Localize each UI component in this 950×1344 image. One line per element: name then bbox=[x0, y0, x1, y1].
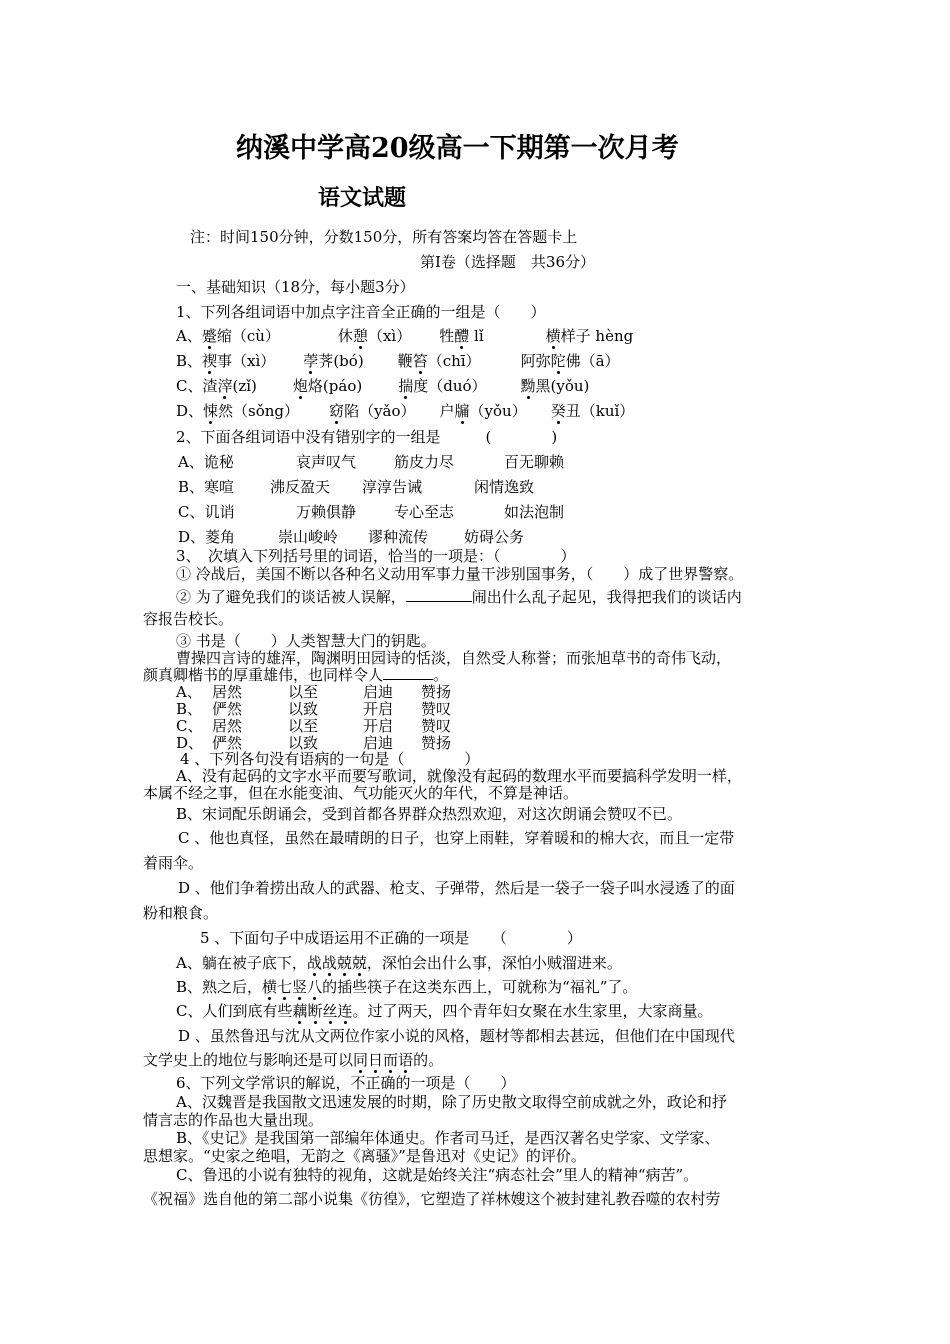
option-text: 荠(bó) bbox=[318, 352, 364, 370]
option-text: 户 bbox=[439, 402, 455, 420]
option-text: 然（sǒng） bbox=[218, 402, 300, 420]
option-text: 以致 bbox=[288, 734, 319, 752]
q4-option-d[interactable]: D 、他们争着捞出敌人的武器、枪支、子弹带，然后是一袋子一袋子叫水浸透了的面 bbox=[178, 879, 735, 897]
dotted-char: 兢 bbox=[351, 954, 367, 972]
q2-option-c[interactable] bbox=[178, 503, 564, 521]
option-text: 度（duó） bbox=[413, 377, 487, 395]
q4-option-a[interactable]: A、没有起码的文字水平而要写歌词，就像没有起码的数理水平而要搞科学发明一样， bbox=[176, 767, 742, 785]
dotted-char: 炮 bbox=[292, 377, 308, 395]
option-text: 赞扬 bbox=[421, 734, 452, 752]
dotted-char: 癸 bbox=[550, 402, 566, 420]
option-text: 的。 bbox=[413, 1051, 444, 1069]
dotted-char: 陀 bbox=[550, 352, 566, 370]
q6-option-c[interactable]: C、鲁迅的小说有独特的视角，这就是始终关注“病态社会”里人的精神“病苦”。 bbox=[176, 1166, 699, 1184]
option-text: 以至 bbox=[288, 717, 319, 735]
option-label: D、 bbox=[176, 734, 204, 752]
dotted-char: 悚 bbox=[203, 402, 219, 420]
dotted-char: 同 bbox=[353, 1051, 369, 1069]
option-text: (zǐ) bbox=[232, 377, 257, 395]
q2-option-a[interactable] bbox=[178, 453, 564, 471]
q3-option-a[interactable] bbox=[176, 683, 451, 701]
option-text: 缩（cù） bbox=[216, 327, 280, 345]
option-text: 闲情逸致 bbox=[474, 478, 535, 496]
option-text: A、诡秘 bbox=[178, 453, 234, 471]
q3-sentence-1: ① 冷战后，美国不断以各种名义动用军事力量干涉别国事务，（ ）成了世界警察。 bbox=[176, 565, 744, 583]
option-text: ，深怕会出什么事，深怕小贼溜进来。 bbox=[366, 954, 622, 972]
dotted-char: 八 bbox=[307, 978, 323, 996]
option-text: 崇山峻岭 bbox=[278, 528, 339, 546]
dotted-char: 揣 bbox=[398, 377, 414, 395]
part-heading: 一、基础知识（18分，每小题3分） bbox=[176, 278, 415, 296]
q5-option-b[interactable] bbox=[176, 978, 637, 996]
q4-stem: 4 、下列各句没有语病的一句是（ ） bbox=[180, 750, 480, 768]
q1-option-b[interactable] bbox=[176, 352, 620, 370]
option-text: 牲 bbox=[439, 327, 455, 345]
option-text: 赞叹 bbox=[421, 717, 452, 735]
option-text: 如法泡制 bbox=[504, 503, 565, 521]
q4-option-a-cont: 本属不经之事，但在水能变油、气功能灭火的年代，不算是神话。 bbox=[143, 784, 579, 802]
option-text: 的插些筷子在这类东西上，可就称为“福礼”了。 bbox=[322, 978, 638, 996]
exam-subtitle: 语文试题 bbox=[318, 185, 407, 211]
q6-option-b[interactable]: B、《史记》是我国第一部编年体通史。作者司马迁，是西汉著名史学家、文学家、 bbox=[176, 1129, 720, 1147]
option-text: A、躺在被子底下， bbox=[176, 954, 307, 972]
dotted-char: 黝 bbox=[520, 377, 536, 395]
q3-sentence-4: 曹操四言诗的雄浑，陶渊明田园诗的恬淡，自然受人称誉；而张旭草书的奇伟飞动， bbox=[176, 649, 732, 667]
option-text: 黑(yǒu) bbox=[535, 377, 590, 395]
q5-option-c[interactable] bbox=[176, 1002, 713, 1020]
dotted-char: 笞 bbox=[412, 352, 428, 370]
option-text: 丑（kuǐ） bbox=[565, 402, 635, 420]
q4-option-c-cont: 着雨伞。 bbox=[143, 854, 204, 872]
option-text: C、渣 bbox=[176, 377, 218, 395]
dotted-char: 憩 bbox=[352, 327, 368, 345]
dotted-char: 而 bbox=[383, 1051, 399, 1069]
option-label: A、 bbox=[176, 327, 202, 345]
option-text: 赞叹 bbox=[421, 700, 452, 718]
q6-option-c-cont: 《祝福》选自他的第二部小说集《彷徨》，它塑造了祥林嫂这个被封建礼教吞噬的农村劳 bbox=[143, 1190, 721, 1208]
option-text: 烙(páo) bbox=[307, 377, 363, 395]
option-text: 开启 bbox=[363, 717, 394, 735]
option-text: 佛（ā） bbox=[565, 352, 620, 370]
q2-option-d[interactable] bbox=[178, 528, 524, 546]
dotted-char: 牖 bbox=[454, 402, 470, 420]
option-text: 淳淳告诫 bbox=[362, 478, 423, 496]
q3-option-b[interactable] bbox=[176, 700, 451, 718]
q6-option-a-cont: 情言志的作品也大量出现。 bbox=[143, 1111, 324, 1129]
sentence-text: 。 bbox=[433, 666, 449, 684]
dotted-char: 醴 bbox=[454, 327, 470, 345]
option-text: 俨然 bbox=[212, 700, 243, 718]
option-text: B、寒喧 bbox=[178, 478, 235, 496]
option-text: 启迪 bbox=[363, 683, 394, 701]
dotted-char: 日 bbox=[368, 1051, 384, 1069]
q4-option-c[interactable]: C 、他也真怪，虽然在最晴朗的日子，也穿上雨鞋，穿着暖和的棉大衣，而且一定带 bbox=[178, 829, 735, 847]
q5-option-a[interactable] bbox=[176, 954, 622, 972]
dotted-char: 横 bbox=[545, 327, 561, 345]
dotted-char: 禊 bbox=[202, 352, 218, 370]
option-text: 居然 bbox=[212, 717, 243, 735]
option-text: 样子 hèng bbox=[560, 327, 634, 345]
q2-stem: 2、下面各组词语中没有错别字的一组是 ( ) bbox=[176, 428, 558, 446]
dotted-char: 滓 bbox=[217, 377, 233, 395]
dotted-char: 荸 bbox=[303, 352, 319, 370]
dotted-char: 窈 bbox=[329, 402, 345, 420]
option-text: （xì） bbox=[367, 327, 412, 345]
option-text: （chī） bbox=[427, 352, 481, 370]
q1-option-a[interactable] bbox=[176, 327, 633, 345]
q6-option-b-cont: 思想家。“史家之绝唱，无韵之《离骚》”是鲁迅对《史记》的评价。 bbox=[143, 1147, 586, 1165]
q3-option-c[interactable] bbox=[176, 717, 451, 735]
option-text: B、熟之后， bbox=[176, 978, 263, 996]
option-text: 谬种流传 bbox=[368, 528, 429, 546]
option-label: D、 bbox=[176, 402, 204, 420]
option-label: B、 bbox=[176, 700, 203, 718]
option-text: 鞭 bbox=[397, 352, 413, 370]
q5-option-d[interactable]: D 、虽然鲁迅与沈从文两位作家小说的风格，题材等都相去甚远，但他们在中国现代 bbox=[178, 1027, 735, 1045]
dotted-char: 语 bbox=[398, 1051, 414, 1069]
dotted-char: 连 bbox=[337, 1002, 353, 1020]
q1-option-d[interactable] bbox=[176, 402, 634, 420]
q6-option-a[interactable]: A、汉魏晋是我国散文迅速发展的时期，除了历史散文取得空前成就之外，政论和抒 bbox=[176, 1093, 727, 1111]
option-text: 妨碍公务 bbox=[464, 528, 525, 546]
fill-blank bbox=[406, 589, 472, 602]
option-text: 专心至志 bbox=[394, 503, 455, 521]
option-text: 俨然 bbox=[212, 734, 243, 752]
option-text: 哀声叹气 bbox=[296, 453, 357, 471]
q3-sentence-5 bbox=[143, 666, 448, 684]
dotted-char: 藕 bbox=[292, 1002, 308, 1020]
q1-stem: 1、下列各组词语中加点字注音全正确的一组是（ ） bbox=[176, 303, 546, 321]
option-text: 事（xì） bbox=[217, 352, 276, 370]
q3-sentence-2 bbox=[176, 588, 742, 606]
option-text: C、讥诮 bbox=[178, 503, 235, 521]
fill-blank bbox=[383, 667, 433, 680]
q2-option-b[interactable] bbox=[178, 478, 534, 496]
option-text: C、人们到底有些 bbox=[176, 1002, 293, 1020]
section-heading: 第Ⅰ卷（选择题 共36分） bbox=[420, 253, 596, 271]
sentence-text: 闹出什么乱子起见，我得把我们的谈话内 bbox=[471, 588, 742, 606]
option-text: 休 bbox=[337, 327, 353, 345]
dotted-char: 丝 bbox=[322, 1002, 338, 1020]
dotted-char: 断 bbox=[307, 1002, 323, 1020]
option-text: lǐ bbox=[469, 327, 484, 345]
q5-stem: 5 、下面句子中成语运用不正确的一项是 （ ） bbox=[200, 929, 582, 947]
exam-note: 注：时间150分钟，分数150分，所有答案均答在答题卡上 bbox=[190, 228, 578, 246]
q1-option-c[interactable] bbox=[176, 377, 589, 395]
option-text: 筋皮力尽 bbox=[394, 453, 455, 471]
option-text: 文学史上的地位与影响还是可以 bbox=[143, 1051, 354, 1069]
q4-option-d-cont: 粉和粮食。 bbox=[143, 904, 219, 922]
option-text: 启迪 bbox=[363, 734, 394, 752]
option-text: 沸反盈天 bbox=[270, 478, 331, 496]
option-text: 百无聊赖 bbox=[504, 453, 565, 471]
q6-stem: 6、下列文学常识的解说，不正确的一项是（ ） bbox=[176, 1074, 516, 1092]
q3-sentence-3: ③ 书是（ ）人类智慧大门的钥匙。 bbox=[176, 632, 436, 650]
option-label: A、 bbox=[176, 683, 202, 701]
sentence-text: 颜真卿楷书的厚重雄伟，也同样令人 bbox=[143, 666, 384, 684]
dotted-char: 战 bbox=[321, 954, 337, 972]
dotted-char: 竖 bbox=[292, 978, 308, 996]
dotted-char: 横 bbox=[262, 978, 278, 996]
option-text: D、菱角 bbox=[178, 528, 236, 546]
dotted-char: 蹙 bbox=[201, 327, 217, 345]
q3-sentence-2-cont: 容报告校长。 bbox=[143, 610, 234, 628]
option-text: 。过了两天，四个青年妇女聚在水生家里，大家商量。 bbox=[352, 1002, 713, 1020]
option-text: 阿弥 bbox=[520, 352, 551, 370]
option-text: 万赖俱静 bbox=[296, 503, 357, 521]
option-text: 赞扬 bbox=[421, 683, 452, 701]
dotted-char: 七 bbox=[277, 978, 293, 996]
dotted-char: 战 bbox=[306, 954, 322, 972]
sentence-text: ② 为了避免我们的谈话被人误解， bbox=[176, 588, 406, 606]
option-text: （yǒu） bbox=[469, 402, 527, 420]
q5-option-d-cont bbox=[143, 1051, 443, 1069]
exam-title: 纳溪中学高20级高一下期第一次月考 bbox=[236, 133, 679, 164]
option-label: C、 bbox=[176, 717, 203, 735]
option-text: 以致 bbox=[288, 700, 319, 718]
q4-option-b[interactable]: B、宋词配乐朗诵会，受到首都各界群众热烈欢迎，对这次朗诵会赞叹不已。 bbox=[176, 805, 683, 823]
q3-stem: 3、 次填入下列括号里的词语，恰当的一项是：（ ） bbox=[176, 547, 576, 565]
option-text: 陷（yǎo） bbox=[344, 402, 416, 420]
dotted-char: 兢 bbox=[336, 954, 352, 972]
option-text: 居然 bbox=[212, 683, 243, 701]
option-label: B、 bbox=[176, 352, 203, 370]
option-text: 以至 bbox=[288, 683, 319, 701]
option-text: 开启 bbox=[363, 700, 394, 718]
